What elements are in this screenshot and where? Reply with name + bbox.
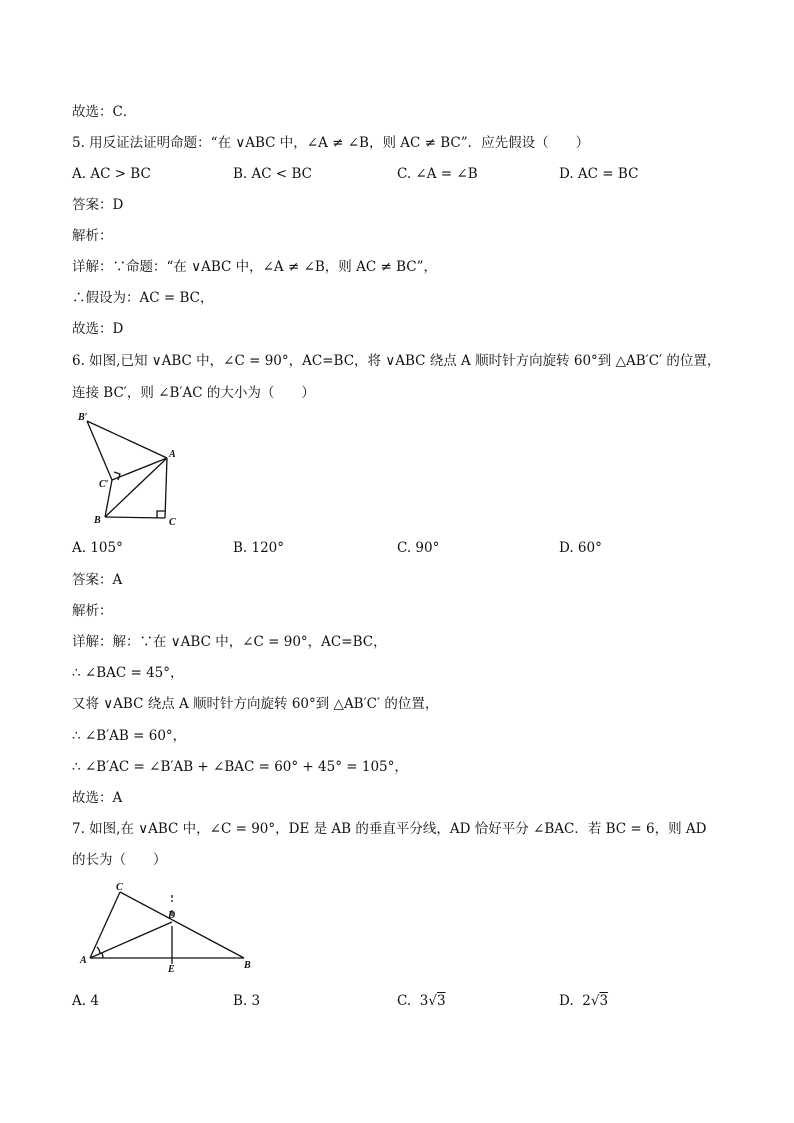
label-d: D bbox=[168, 910, 176, 921]
q7-option-c-label: C. bbox=[397, 993, 412, 1009]
q6-analysis-label: 解析： bbox=[72, 603, 113, 619]
question-6-text-1: 6. 如图,已知 ∨ABC 中，∠C = 90°，AC=BC，将 ∨ABC 绕点 A 顺时针方向旋转 60°到 △AB′C′ 的位置， bbox=[72, 353, 721, 369]
sqrt-icon: √ bbox=[590, 993, 600, 1009]
q5-option-c: C. ∠A = ∠B bbox=[397, 166, 478, 182]
q6-option-c: C. 90° bbox=[397, 540, 440, 556]
label-b: B bbox=[244, 960, 251, 971]
label-c-prime: C′ bbox=[99, 479, 109, 490]
q7-option-d bbox=[559, 992, 608, 1010]
q7-option-d-coef: 2 bbox=[582, 993, 591, 1009]
q6-choice: 故选：A bbox=[72, 790, 123, 806]
q7-option-d-radicand: 3 bbox=[599, 993, 609, 1009]
q6-step-4: ∴ ∠B′AC = ∠B′AB + ∠BAC = 60° + 45° = 105°， bbox=[72, 759, 408, 775]
q6-option-d: D. 60° bbox=[559, 540, 602, 556]
label-a: A bbox=[80, 955, 87, 966]
figure-q6-rotation bbox=[72, 408, 182, 530]
q5-choice: 故选：D bbox=[72, 321, 124, 337]
question-5-text: 5. 用反证法证明命题：“在 ∨ABC 中，∠A ≠ ∠B，则 AC ≠ BC”．应先假设（ ） bbox=[72, 135, 590, 151]
question-7-text-2: 的长为（ ） bbox=[72, 852, 167, 868]
q5-step-1: ∴假设为：AC = BC， bbox=[72, 290, 214, 306]
question-7-text-1: 7. 如图,在 ∨ABC 中，∠C = 90°，DE 是 AB 的垂直平分线，AD 恰好平分 ∠BAC．若 BC = 6，则 AD bbox=[72, 821, 707, 837]
question-6-text-2: 连接 BC′，则 ∠B′AC 的大小为（ ） bbox=[72, 385, 315, 401]
sqrt-icon: √ bbox=[428, 993, 437, 1009]
q7-option-c-coef: 3 bbox=[419, 993, 429, 1009]
q6-step-1: ∴ ∠BAC = 45°， bbox=[72, 665, 184, 681]
q5-detail: 详解：∵命题：“在 ∨ABC 中，∠A ≠ ∠B，则 AC ≠ BC”， bbox=[72, 259, 437, 275]
answer-choice-line: 故选：C． bbox=[72, 104, 137, 120]
q5-option-a: A. AC > BC bbox=[72, 166, 151, 182]
label-b-prime: B′ bbox=[78, 412, 88, 423]
q7-option-a: A. 4 bbox=[72, 993, 99, 1009]
q6-option-b: B. 120° bbox=[233, 540, 285, 556]
q7-option-c bbox=[397, 992, 446, 1010]
label-c: C bbox=[169, 517, 176, 528]
q7-option-c-radicand: 3 bbox=[436, 993, 446, 1009]
q6-step-2: 又将 ∨ABC 绕点 A 顺时针方向旋转 60°到 △AB′C′ 的位置， bbox=[72, 696, 439, 712]
q6-answer: 答案：A bbox=[72, 572, 123, 588]
q6-step-3: ∴ ∠B′AB = 60°， bbox=[72, 728, 187, 744]
q5-option-b: B. AC < BC bbox=[233, 166, 312, 182]
q7-option-d-label: D. bbox=[559, 993, 574, 1009]
label-a: A bbox=[169, 449, 176, 460]
q7-option-b: B. 3 bbox=[233, 993, 261, 1009]
q5-option-d: D. AC = BC bbox=[559, 166, 639, 182]
q6-option-a: A. 105° bbox=[72, 540, 123, 556]
label-e: E bbox=[168, 964, 175, 975]
q5-answer: 答案：D bbox=[72, 197, 124, 213]
q6-detail: 详解：解：∵在 ∨ABC 中，∠C = 90°，AC=BC， bbox=[72, 634, 387, 650]
q5-analysis-label: 解析： bbox=[72, 228, 113, 244]
figure-q7-triangle bbox=[78, 880, 258, 975]
label-b: B bbox=[94, 515, 101, 526]
label-c: C bbox=[116, 882, 123, 893]
